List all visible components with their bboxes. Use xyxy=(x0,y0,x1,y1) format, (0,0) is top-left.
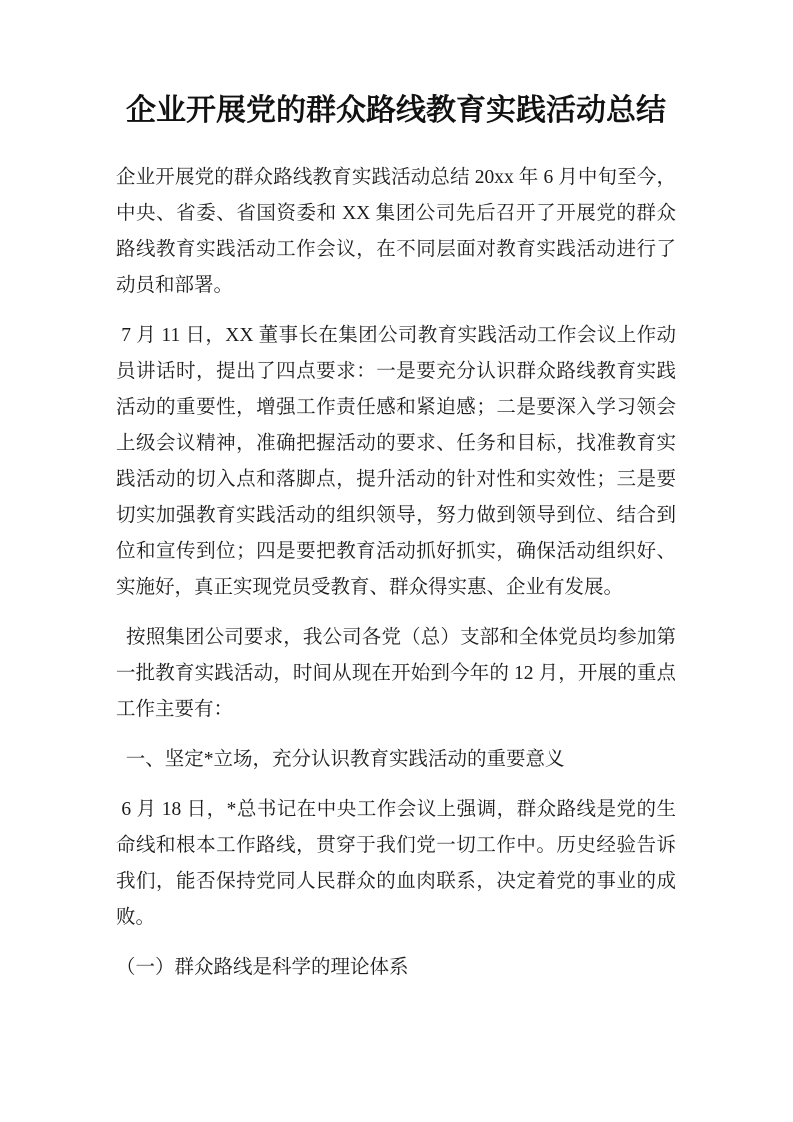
paragraph-intro: 企业开展党的群众路线教育实践活动总结 20xx 年 6 月中旬至今，中央、省委、省国资委和 XX 集团公司先后召开了开展党的群众路线教育实践活动工作会议，在不同层面对教育实践活动进行了动员和部署。 xyxy=(116,167,676,296)
paragraph-group-requirement: 按照集团公司要求，我公司各党（总）支部和全体党员均参加第一批教育实践活动，时间从现在开始到今年的 12 月，开展的重点工作主要有： xyxy=(116,627,676,720)
document-title: 企业开展党的群众路线教育实践活动总结 xyxy=(126,94,666,127)
heading-subsection-one: （一）群众路线是科学的理论体系 xyxy=(116,957,409,978)
paragraph-secretary-speech: 6 月 18 日，*总书记在中央工作会议上强调，群众路线是党的生命线和根本工作路线，贯穿于我们党一切工作中。历史经验告诉我们，能否保持党同人民群众的血肉联系，决定着党的事业的成败。 xyxy=(116,799,676,928)
heading-section-one: 一、坚定*立场，充分认识教育实践活动的重要意义 xyxy=(116,749,565,770)
paragraph-chairman-speech: 7 月 11 日，XX 董事长在集团公司教育实践活动工作会议上作动员讲话时，提出了四点要求：一是要充分认识群众路线教育实践活动的重要性，增强工作责任感和紧迫感；二是要深入学习领会上级会议精神，准确把握活动的要求、任务和目标，找准教育实践活动的切入点和落脚点，提升活动的针对性和实效性；三是要切实加强教育实践活动的组织领导，努力做到领导到位、结合到位和宣传到位；四是要把教育活动抓好抓实，确保活动组织好、实施好，真正实现党员受教育、群众得实惠、企业有发展。 xyxy=(116,325,676,598)
